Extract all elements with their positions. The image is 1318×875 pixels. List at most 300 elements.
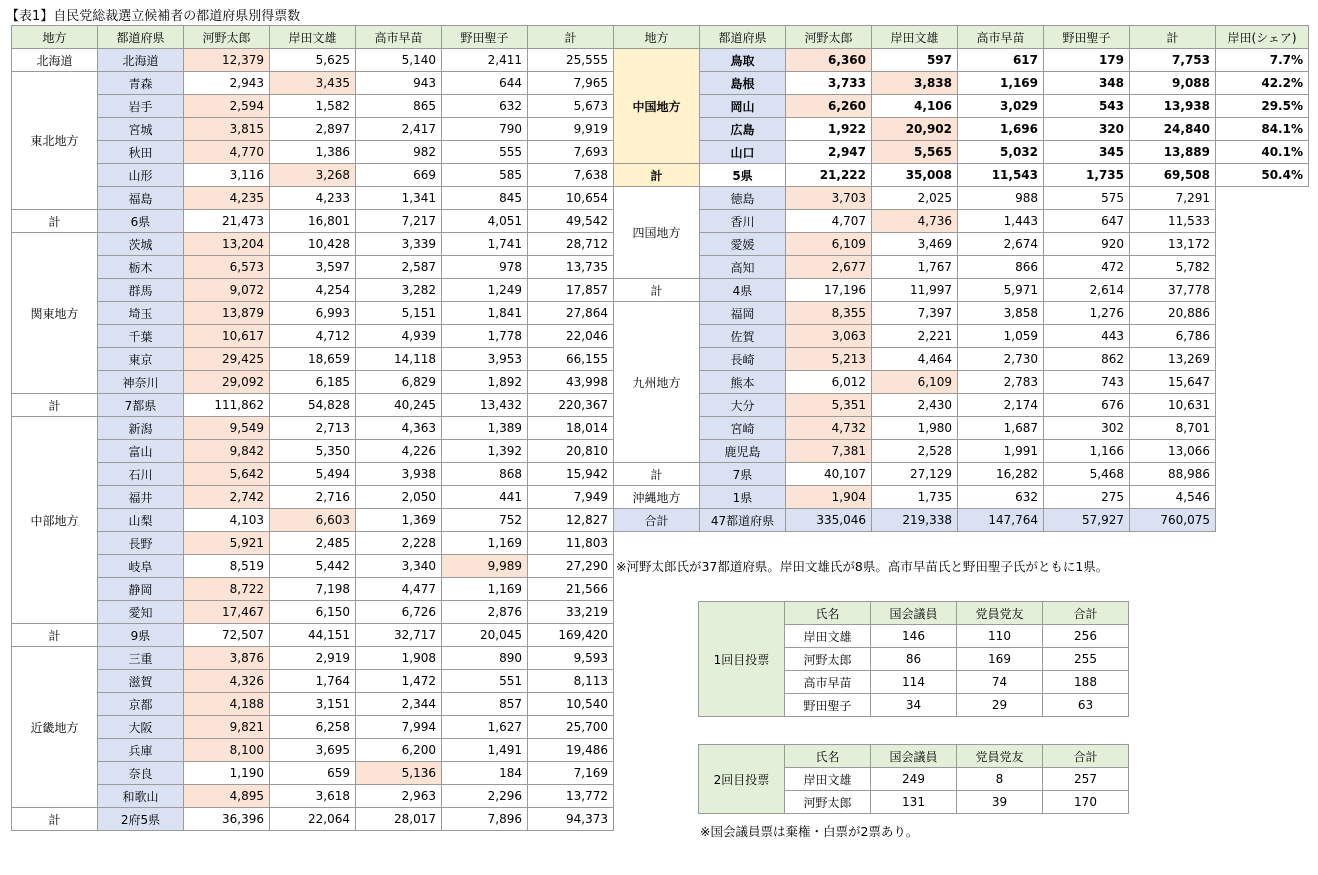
vote-cell: 2,674 [958,233,1044,256]
table-row [614,72,1309,95]
subtotal-vote-cell: 17,196 [786,279,872,302]
vote-cell: 3,282 [356,279,442,302]
vote-cell: 3,938 [356,463,442,486]
vote-cell: 4,895 [184,785,270,808]
region-cell: 東北地方 [12,72,98,210]
table-row [12,555,614,578]
vote-cell: 13,204 [184,233,270,256]
vote-cell: 4,106 [872,95,958,118]
table-row [614,417,1309,440]
column-header: 党員党友 [957,602,1043,625]
vote-cell: 866 [958,256,1044,279]
vote-cell: 3,151 [270,693,356,716]
vote-cell: 4,736 [872,210,958,233]
vote-cell: 4,477 [356,578,442,601]
subtotal-label: 計 [12,394,98,417]
kishida-share-cell: 84.1% [1216,118,1309,141]
subtotal-label: 計 [614,279,700,302]
subtotal-vote-cell: 5,468 [1044,463,1130,486]
subtotal-vote-cell: 22,064 [270,808,356,831]
candidate-name: 岸田文雄 [785,625,871,648]
column-header: 地方 [12,26,98,49]
vote-cell: 3,339 [356,233,442,256]
subtotal-vote-cell: 40,107 [786,463,872,486]
vote-cell: 5,442 [270,555,356,578]
vote-cell: 2,528 [872,440,958,463]
vote-count: 170 [1043,791,1129,814]
column-header: 野田聖子 [442,26,528,49]
prefecture-cell: 山梨 [98,509,184,532]
table-row [12,325,614,348]
vote-cell: 543 [1044,95,1130,118]
subtotal-label: 計 [614,463,700,486]
prefecture-cell: 岡山 [700,95,786,118]
vote-cell: 13,772 [528,785,614,808]
vote-cell: 9,842 [184,440,270,463]
column-header: 党員党友 [957,745,1043,768]
vote-cell: 4,188 [184,693,270,716]
vote-cell: 4,546 [1130,486,1216,509]
subtotal-prefecture-count: 5県 [700,164,786,187]
vote-cell: 2,430 [872,394,958,417]
vote-cell: 3,029 [958,95,1044,118]
vote-cell: 2,783 [958,371,1044,394]
table-row [614,118,1309,141]
vote-count: 34 [871,694,957,717]
prefecture-cell: 長崎 [700,348,786,371]
subtotal-vote-cell: 21,222 [786,164,872,187]
vote-count: 74 [957,671,1043,694]
subtotal-row [12,808,614,831]
vote-cell: 29,425 [184,348,270,371]
column-header: 都道府県 [700,26,786,49]
vote-cell: 9,989 [442,555,528,578]
vote-cell: 2,411 [442,49,528,72]
vote-cell: 13,269 [1130,348,1216,371]
vote-cell: 11,533 [1130,210,1216,233]
vote-cell: 20,886 [1130,302,1216,325]
vote-cell: 7,693 [528,141,614,164]
candidate-name: 高市早苗 [785,671,871,694]
vote-cell: 5,151 [356,302,442,325]
table-row [614,371,1309,394]
subtotal-prefecture-count: 2府5県 [98,808,184,831]
vote-count: 63 [1043,694,1129,717]
prefecture-cell: 1県 [700,486,786,509]
table-row [12,233,614,256]
table-row [12,578,614,601]
vote-cell: 184 [442,762,528,785]
vote-cell: 7,397 [872,302,958,325]
vote-cell: 868 [442,463,528,486]
column-header: 河野太郎 [184,26,270,49]
vote-cell: 1,841 [442,302,528,325]
vote-cell: 5,350 [270,440,356,463]
vote-cell: 1,778 [442,325,528,348]
vote-cell: 3,340 [356,555,442,578]
vote-cell: 1,904 [786,486,872,509]
vote-cell: 43,998 [528,371,614,394]
prefecture-cell: 佐賀 [700,325,786,348]
table-row [12,256,614,279]
prefecture-cell: 長野 [98,532,184,555]
vote-cell: 1,892 [442,371,528,394]
vote-cell: 5,032 [958,141,1044,164]
prefecture-cell: 熊本 [700,371,786,394]
vote-cell: 12,827 [528,509,614,532]
region-cell: 関東地方 [12,233,98,394]
vote-cell: 6,200 [356,739,442,762]
table-row [12,279,614,302]
subtotal-vote-cell: 72,507 [184,624,270,647]
vote-cell: 597 [872,49,958,72]
prefecture-cell: 神奈川 [98,371,184,394]
vote-cell: 12,379 [184,49,270,72]
header-row [699,602,1129,625]
vote-cell: 4,464 [872,348,958,371]
vote-cell: 302 [1044,417,1130,440]
subtotal-vote-cell: 7,896 [442,808,528,831]
region-cell: 北海道 [12,49,98,72]
vote-cell: 4,712 [270,325,356,348]
vote-cell: 18,659 [270,348,356,371]
vote-cell: 2,919 [270,647,356,670]
subtotal-prefecture-count: 9県 [98,624,184,647]
vote-cell: 2,876 [442,601,528,624]
prefecture-cell: 島根 [700,72,786,95]
vote-cell: 2,716 [270,486,356,509]
subtotal-vote-cell: 88,986 [1130,463,1216,486]
prefecture-cell: 東京 [98,348,184,371]
vote-cell: 752 [442,509,528,532]
vote-cell: 3,063 [786,325,872,348]
subtotal-prefecture-count: 7県 [700,463,786,486]
vote-cell: 1,741 [442,233,528,256]
column-header: 氏名 [785,745,871,768]
table-row [12,601,614,624]
vote-cell: 3,953 [442,348,528,371]
region-cell: 四国地方 [614,187,700,279]
candidate-name: 河野太郎 [785,648,871,671]
vote-cell: 8,100 [184,739,270,762]
column-header: 野田聖子 [1044,26,1130,49]
vote-cell: 17,857 [528,279,614,302]
prefecture-cell: 大阪 [98,716,184,739]
subtotal-vote-cell: 28,017 [356,808,442,831]
vote-cell: 4,770 [184,141,270,164]
prefecture-cell: 福岡 [700,302,786,325]
table-row [12,486,614,509]
vote-cell: 2,594 [184,95,270,118]
prefecture-cell: 滋賀 [98,670,184,693]
vote-cell: 6,360 [786,49,872,72]
vote-cell: 7,753 [1130,49,1216,72]
prefecture-cell: 香川 [700,210,786,233]
prefecture-cell: 福井 [98,486,184,509]
prefecture-cell: 千葉 [98,325,184,348]
table-row [12,348,614,371]
subtotal-vote-cell: 16,801 [270,210,356,233]
vote-cell: 988 [958,187,1044,210]
region-cell: 近畿地方 [12,647,98,808]
prefecture-cell: 茨城 [98,233,184,256]
vote-cell: 29,092 [184,371,270,394]
vote-cell: 2,587 [356,256,442,279]
vote-cell: 18,014 [528,417,614,440]
vote-cell: 647 [1044,210,1130,233]
vote-cell: 24,840 [1130,118,1216,141]
vote-cell: 3,695 [270,739,356,762]
vote-cell: 617 [958,49,1044,72]
vote-cell: 7,381 [786,440,872,463]
vote-cell: 3,618 [270,785,356,808]
vote-cell: 20,810 [528,440,614,463]
prefecture-cell: 高知 [700,256,786,279]
prefecture-cell: 鹿児島 [700,440,786,463]
vote-cell: 5,351 [786,394,872,417]
candidate-name: 河野太郎 [785,791,871,814]
vote-cell: 6,258 [270,716,356,739]
vote-cell: 2,943 [184,72,270,95]
prefecture-cell: 新潟 [98,417,184,440]
vote-cell: 3,838 [872,72,958,95]
subtotal-row [614,164,1309,187]
subtotal-label: 計 [12,624,98,647]
subtotal-label: 計 [12,210,98,233]
vote-cell: 890 [442,647,528,670]
column-header: 都道府県 [98,26,184,49]
vote-cell: 5,140 [356,49,442,72]
subtotal-vote-cell: 2,614 [1044,279,1130,302]
subtotal-vote-cell: 69,508 [1130,164,1216,187]
vote-cell: 1,169 [442,532,528,555]
header-row [12,26,614,49]
table-row [12,440,614,463]
vote-cell: 8,701 [1130,417,1216,440]
vote-cell: 1,276 [1044,302,1130,325]
vote-cell: 865 [356,95,442,118]
vote-cell: 2,485 [270,532,356,555]
vote-cell: 4,226 [356,440,442,463]
subtotal-vote-cell: 11,997 [872,279,958,302]
prefecture-cell: 鳥取 [700,49,786,72]
subtotal-row [614,463,1309,486]
vote-cell: 275 [1044,486,1130,509]
column-header: 地方 [614,26,700,49]
left-results-table [11,25,614,831]
prefecture-cell: 北海道 [98,49,184,72]
subtotal-vote-cell: 5,971 [958,279,1044,302]
vote-cell: 2,025 [872,187,958,210]
vote-count: 86 [871,648,957,671]
vote-count: 249 [871,768,957,791]
vote-cell: 3,858 [958,302,1044,325]
first-ballot-table [698,601,1129,717]
vote-cell: 4,363 [356,417,442,440]
subtotal-vote-cell: 7,217 [356,210,442,233]
vote-cell: 6,150 [270,601,356,624]
table-row [12,716,614,739]
table-row [614,394,1309,417]
subtotal-vote-cell: 37,778 [1130,279,1216,302]
prefecture-cell: 富山 [98,440,184,463]
table-row [614,325,1309,348]
prefecture-cell: 福島 [98,187,184,210]
candidate-name: 岸田文雄 [785,768,871,791]
vote-count: 256 [1043,625,1129,648]
vote-count: 255 [1043,648,1129,671]
table-row [614,233,1309,256]
subtotal-vote-cell: 40,245 [356,394,442,417]
grand-total-vote-cell: 147,764 [958,509,1044,532]
table-row [614,49,1309,72]
prefecture-cell: 栃木 [98,256,184,279]
vote-cell: 7,291 [1130,187,1216,210]
vote-cell: 7,198 [270,578,356,601]
vote-cell: 3,703 [786,187,872,210]
prefecture-cell: 三重 [98,647,184,670]
vote-cell: 2,050 [356,486,442,509]
vote-cell: 15,942 [528,463,614,486]
vote-cell: 2,677 [786,256,872,279]
vote-cell: 790 [442,118,528,141]
table-row [614,302,1309,325]
prefecture-cell: 岩手 [98,95,184,118]
vote-cell: 6,109 [786,233,872,256]
vote-cell: 920 [1044,233,1130,256]
header-row [699,745,1129,768]
vote-cell: 1,980 [872,417,958,440]
vote-cell: 2,713 [270,417,356,440]
vote-count: 131 [871,791,957,814]
grand-total-prefecture-count: 47都道府県 [700,509,786,532]
vote-cell: 472 [1044,256,1130,279]
vote-cell: 7,638 [528,164,614,187]
table-row [12,785,614,808]
table-row [12,72,614,95]
vote-cell: 10,428 [270,233,356,256]
vote-cell: 659 [270,762,356,785]
column-header: 計 [1130,26,1216,49]
subtotal-prefecture-count: 6県 [98,210,184,233]
vote-cell: 2,417 [356,118,442,141]
subtotal-vote-cell: 36,396 [184,808,270,831]
vote-cell: 20,902 [872,118,958,141]
subtotal-vote-cell: 21,473 [184,210,270,233]
vote-cell: 3,268 [270,164,356,187]
vote-cell: 21,566 [528,578,614,601]
second-ballot-table [698,744,1129,814]
subtotal-vote-cell: 32,717 [356,624,442,647]
subtotal-prefecture-count: 4県 [700,279,786,302]
column-header: 国会議員 [871,602,957,625]
vote-cell: 857 [442,693,528,716]
region-cell: 中国地方 [614,49,700,164]
subtotal-vote-cell: 94,373 [528,808,614,831]
vote-cell: 1,443 [958,210,1044,233]
vote-cell: 1,059 [958,325,1044,348]
vote-cell: 5,494 [270,463,356,486]
vote-count: 29 [957,694,1043,717]
table-row [12,693,614,716]
vote-count: 169 [957,648,1043,671]
vote-cell: 13,735 [528,256,614,279]
vote-cell: 13,938 [1130,95,1216,118]
candidate-name: 野田聖子 [785,694,871,717]
vote-cell: 14,118 [356,348,442,371]
prefecture-cell: 広島 [700,118,786,141]
vote-cell: 8,355 [786,302,872,325]
vote-cell: 2,730 [958,348,1044,371]
region-cell: 沖縄地方 [614,486,700,509]
kishida-share-cell: 7.7% [1216,49,1309,72]
vote-cell: 3,733 [786,72,872,95]
vote-cell: 9,919 [528,118,614,141]
vote-cell: 2,947 [786,141,872,164]
kishida-share-cell: 42.2% [1216,72,1309,95]
subtotal-vote-cell: 13,432 [442,394,528,417]
subtotal-row [12,210,614,233]
note-prefecture-wins: ※河野太郎氏が37都道府県。岸田文雄氏が8県。高市早苗氏と野田聖子氏がともに1県。 [616,559,1109,574]
prefecture-cell: 群馬 [98,279,184,302]
table-row [12,187,614,210]
subtotal-vote-cell: 16,282 [958,463,1044,486]
prefecture-cell: 青森 [98,72,184,95]
vote-cell: 9,088 [1130,72,1216,95]
vote-cell: 345 [1044,141,1130,164]
vote-cell: 348 [1044,72,1130,95]
subtotal-row [614,279,1309,302]
subtotal-vote-cell: 169,420 [528,624,614,647]
vote-cell: 3,597 [270,256,356,279]
vote-cell: 5,921 [184,532,270,555]
table-row [12,532,614,555]
subtotal-vote-cell: 1,735 [1044,164,1130,187]
table-row [614,141,1309,164]
vote-cell: 5,213 [786,348,872,371]
vote-cell: 644 [442,72,528,95]
vote-cell: 6,726 [356,601,442,624]
vote-cell: 1,249 [442,279,528,302]
subtotal-row [12,394,614,417]
vote-cell: 1,922 [786,118,872,141]
vote-cell: 2,963 [356,785,442,808]
vote-cell: 13,889 [1130,141,1216,164]
vote-count: 110 [957,625,1043,648]
vote-cell: 1,735 [872,486,958,509]
table-title: 【表1】自民党総裁選立候補者の都道府県別得票数 [6,9,301,24]
grand-total-label: 合計 [614,509,700,532]
vote-cell: 1,190 [184,762,270,785]
prefecture-cell: 秋田 [98,141,184,164]
vote-cell: 1,392 [442,440,528,463]
vote-cell: 4,103 [184,509,270,532]
vote-cell: 3,815 [184,118,270,141]
prefecture-cell: 山形 [98,164,184,187]
vote-cell: 25,700 [528,716,614,739]
vote-count: 257 [1043,768,1129,791]
prefecture-cell: 岐阜 [98,555,184,578]
vote-cell: 982 [356,141,442,164]
vote-cell: 4,326 [184,670,270,693]
subtotal-vote-cell: 111,862 [184,394,270,417]
vote-count: 146 [871,625,957,648]
prefecture-cell: 宮城 [98,118,184,141]
vote-cell: 5,673 [528,95,614,118]
vote-cell: 1,169 [442,578,528,601]
vote-count: 114 [871,671,957,694]
header-row [614,26,1309,49]
